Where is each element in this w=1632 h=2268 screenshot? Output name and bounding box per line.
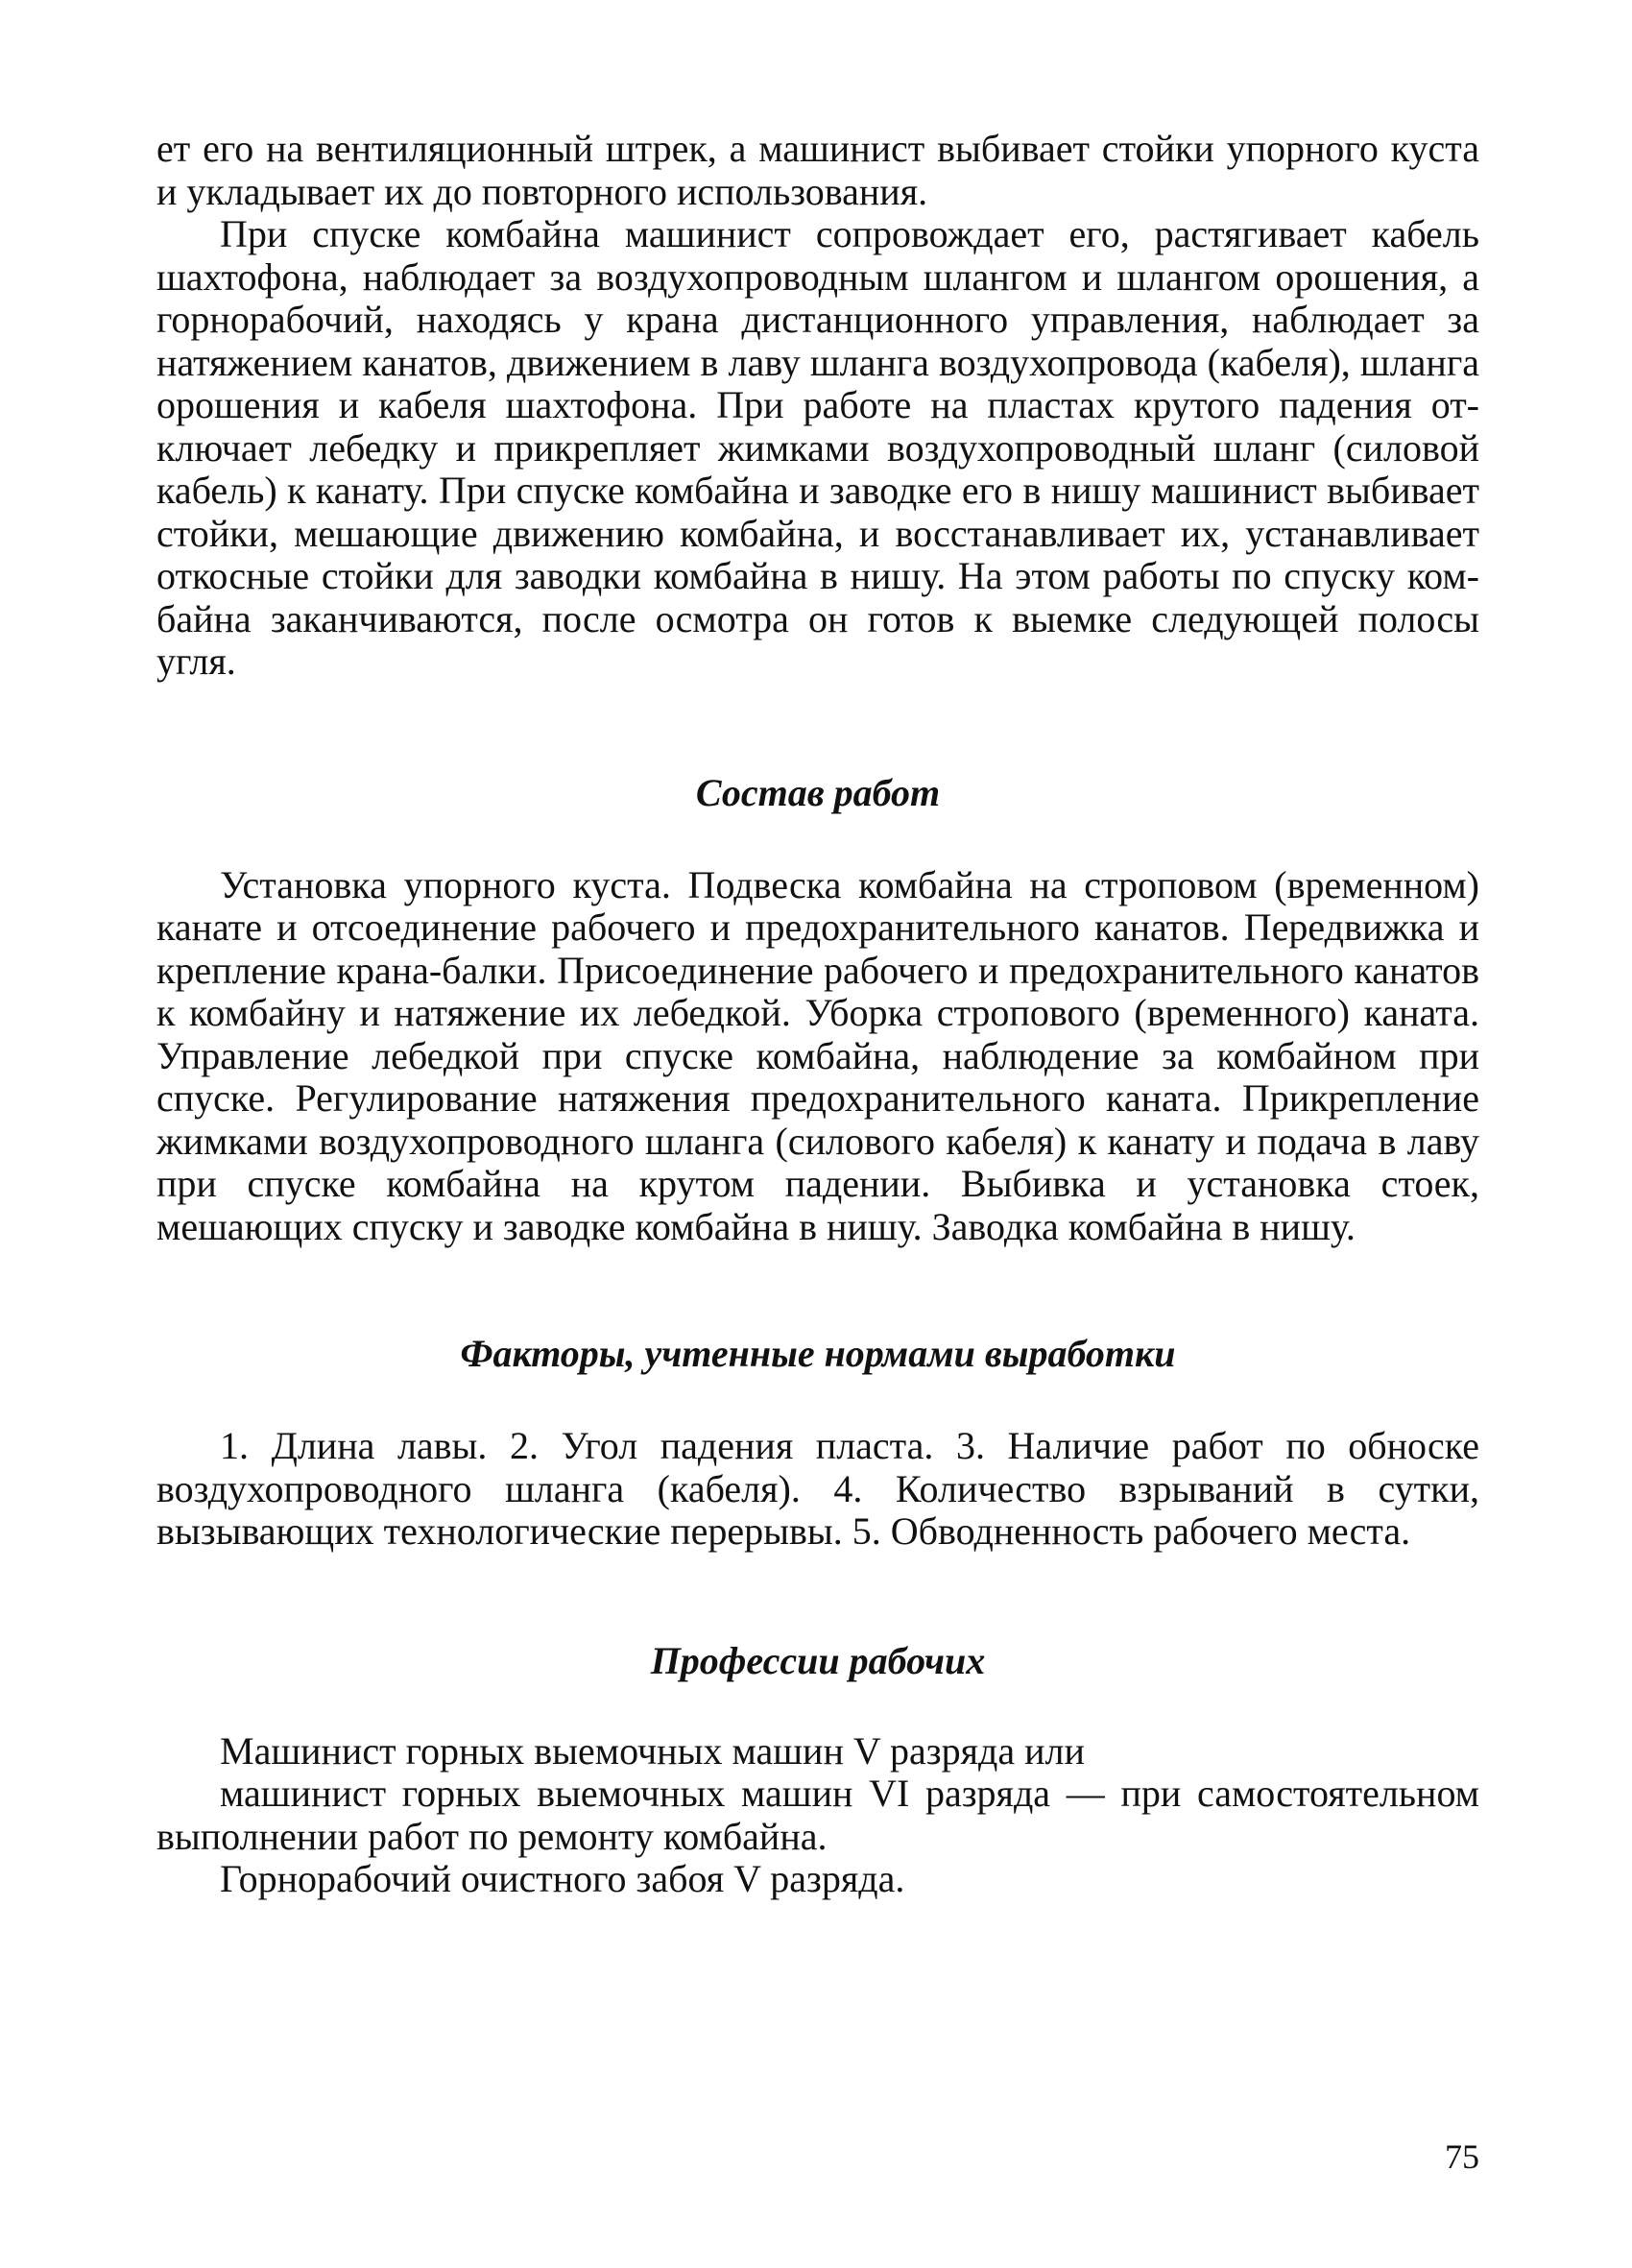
section-heading-composition: Состав работ: [695, 770, 941, 814]
page-content: [156, 128, 1479, 1901]
paragraph-composition: Установка упорного куста. Подвеска комбайна на строповом (временном) канате и отсоединение рабочего и предохранительного канатов. Передвижка и крепление крана-балки. Присоединение рабочего и предохранительного канатов к комбайну и натяжение их лебедкой. Уборка стропового (временного) каната. Управление лебедкой при спуске комбайна, наблюдение за комбайном при спуске. Регулирование натяжения предохранительного каната. Прикрепление жимками воздухопроводного шланга (силового кабеля) к канату и подача в лаву при спуске комбайна на крутом падении. Выбивка и установка стоек, мешающих спуску и заводке комбайна в нишу. Заводка комбайна в нишу.: [156, 862, 1479, 1248]
section-heading-professions: Профессии рабочих: [650, 1638, 986, 1682]
profession-line-3: Горнорабочий очистного забоя V разряда.: [220, 1857, 905, 1900]
profession-line-1: Машинист горных выемочных машин V разряда или: [220, 1728, 1085, 1773]
paragraph-descent: При спуске комбайна машинист сопровождает его, растягивает кабель шахтофона, наблюдает за воздухопроводным шлангом и шлангом орошения, а горнорабочий, находясь у крана дистанционного управления, наблюдает за натяжением канатов, движением в лаву шланга воздухопровода (кабеля), шланга орошения и кабеля шахтофона. При работе на пластах крутого падения отключает лебедку и прикрепляет жимками воздухопроводный шланг (силовой кабель) к канату. При спуске комбайна и заводке его в нишу машинист выбивает стойки, мешающие движению комбайна, и восстанавливает их, устанавливает откосные стойки для заводки комбайна в нишу. На этом работы по спуску комбайна заканчиваются, после осмотра он готов к выемке следующей полосы угля.: [156, 212, 1479, 683]
profession-line-2: машинист горных выемочных машин VI разряда — при самостоятельном выполнении работ по ремонту комбайна.: [156, 1772, 1479, 1858]
section-heading-factors: Факторы, учтенные нормами выработки: [460, 1332, 1176, 1375]
paragraph-continued: ет его на вентиляционный штрек, а машинист выбивает стойки упорного куста и укладывает их до повторного использования.: [156, 127, 1479, 213]
page-number: 75: [1445, 2137, 1479, 2176]
paragraph-factors: 1. Длина лавы. 2. Угол падения пласта. 3. Наличие работ по обноске воздухопроводного шланга (кабеля). 4. Количество взрываний в сутки, вызывающих технологические перерывы. 5. Обводненность рабочего места.: [156, 1424, 1479, 1553]
